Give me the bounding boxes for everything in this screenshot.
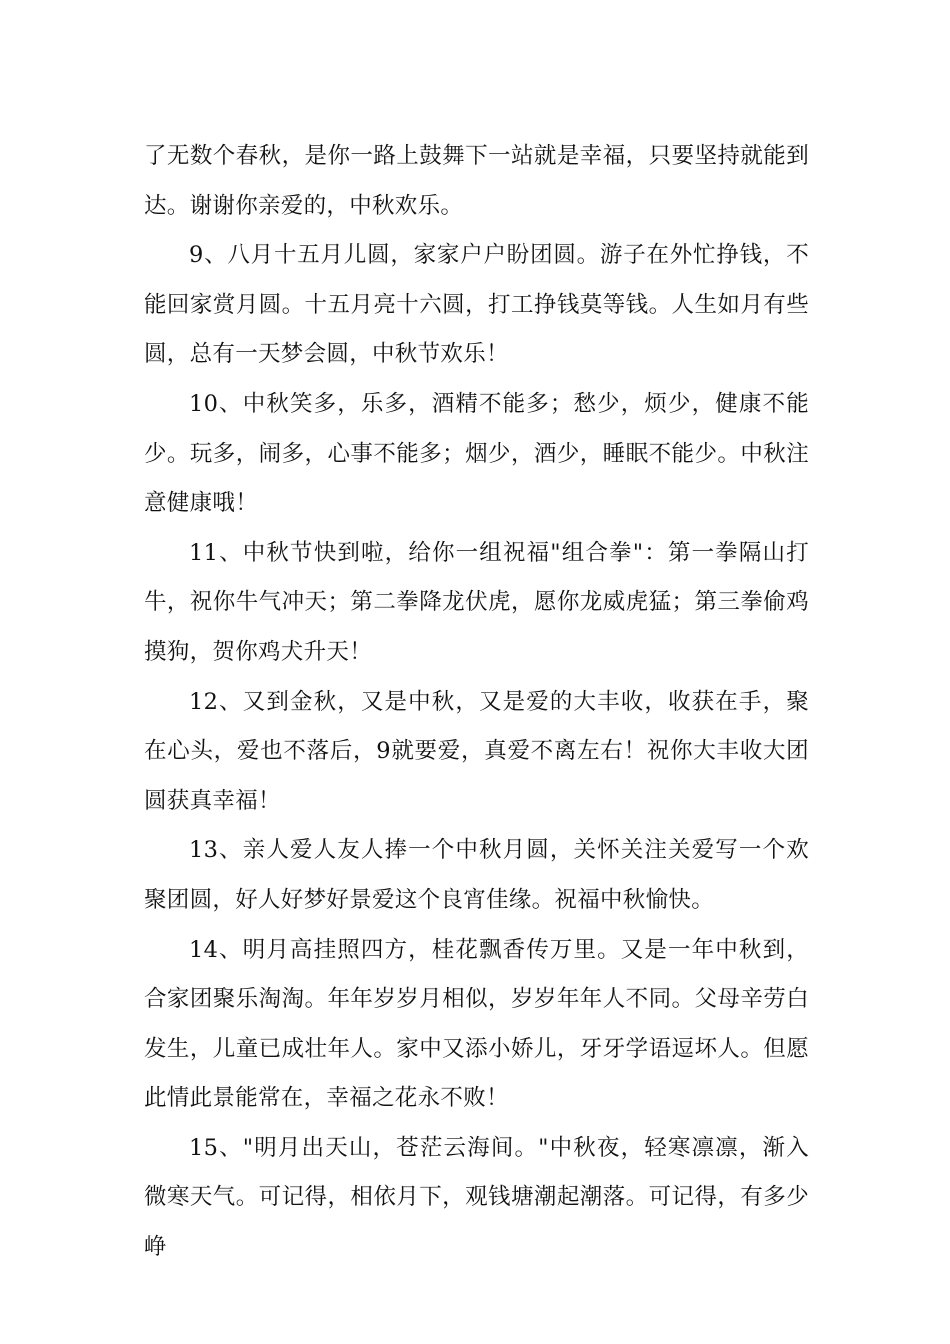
paragraph: 12、又到金秋，又是中秋，又是爱的大丰收，收获在手，聚在心头，爱也不落后，9就要爱，真爱不离左右！祝你大丰收大团圆获真幸福！ [144, 688, 809, 814]
paragraph: 11、中秋节快到啦，给你一组祝福"组合拳"：第一拳隔山打牛，祝你牛气冲天；第二拳降龙伏虎，愿你龙威虎猛；第三拳偷鸡摸狗，贺你鸡犬升天！ [144, 539, 809, 665]
paragraph: 10、中秋笑多，乐多，酒精不能多；愁少，烦少，健康不能少。玩多，闹多，心事不能多；烟少，酒少，睡眠不能少。中秋注意健康哦！ [144, 390, 809, 517]
paragraph: 14、明月高挂照四方，桂花飘香传万里。又是一年中秋到，合家团聚乐淘淘。年年岁岁月相似，岁岁年年人不同。父母辛劳白发生，儿童已成壮年人。家中又添小娇儿，牙牙学语逗坏人。但愿此情此景能常在，幸福之花永不败！ [144, 936, 809, 1112]
paragraph: 13、亲人爱人友人捧一个中秋月圆，关怀关注关爱写一个欢聚团圆，好人好梦好景爱这个良宵佳缘。祝福中秋愉快。 [144, 837, 809, 913]
paragraph: 了无数个春秋，是你一路上鼓舞下一站就是幸福，只要坚持就能到达。谢谢你亲爱的，中秋欢乐。 [144, 143, 809, 219]
paragraph: 9、八月十五月儿圆，家家户户盼团圆。游子在外忙挣钱，不能回家赏月圆。十五月亮十六圆，打工挣钱莫等钱。人生如月有些圆，总有一天梦会圆，中秋节欢乐！ [144, 242, 809, 368]
document-body [144, 132, 809, 1273]
paragraph: 15、"明月出天山，苍茫云海间。"中秋夜，轻寒凛凛，渐入微寒天气。可记得，相依月下，观钱塘潮起潮落。可记得，有多少峥 [144, 1134, 809, 1261]
